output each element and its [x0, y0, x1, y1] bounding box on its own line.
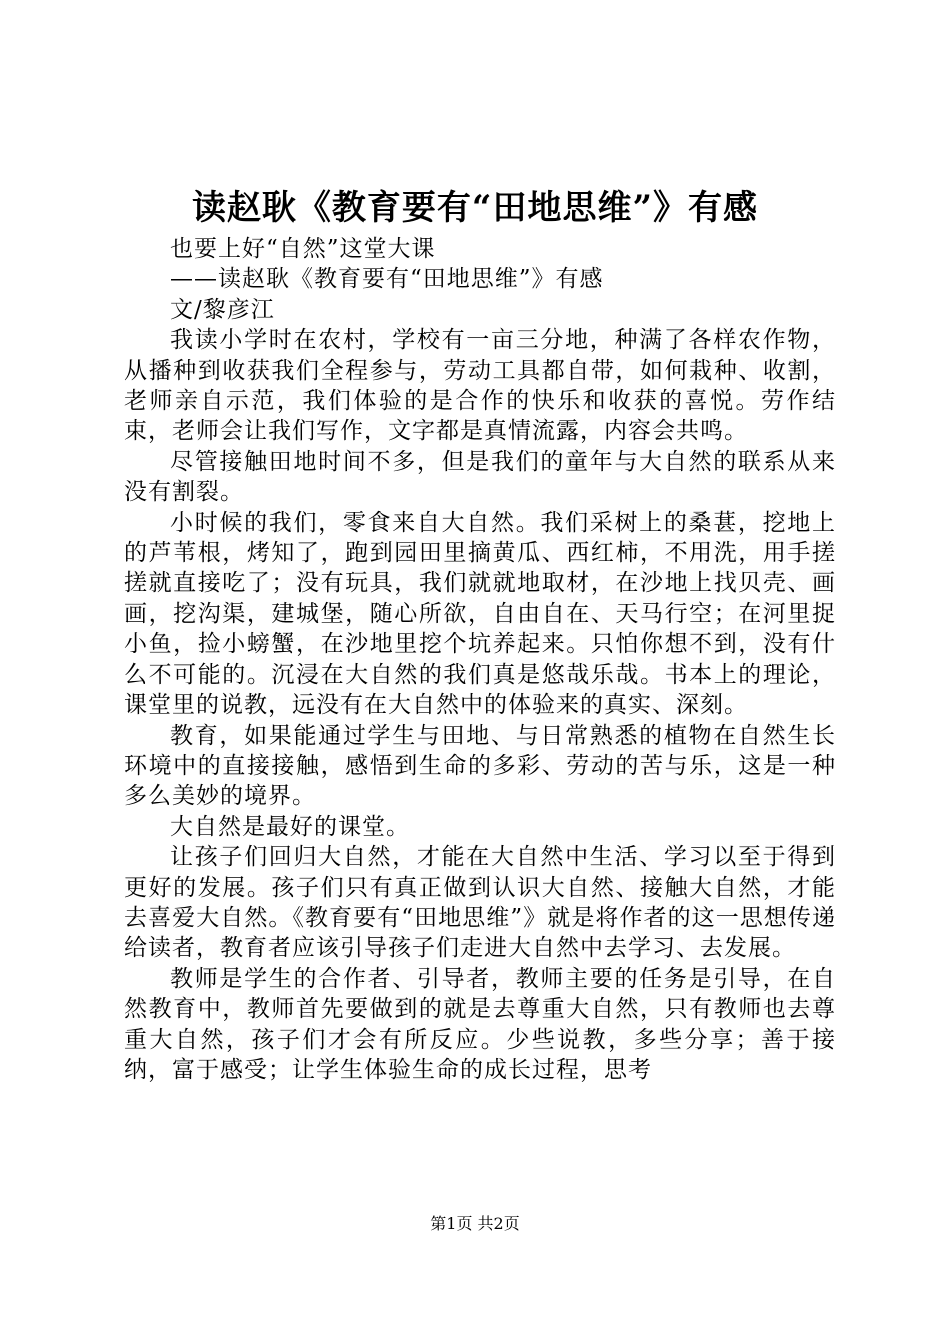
- paragraph: 尽管接触田地时间不多，但是我们的童年与大自然的联系从来没有割裂。: [124, 448, 836, 506]
- article-body: [124, 234, 836, 1085]
- subtitle: 也要上好“自然”这堂大课: [170, 236, 436, 262]
- author-line: 文/黎彦江: [170, 296, 275, 323]
- paragraph: 让孩子们回归大自然，才能在大自然中生活、学习以至于得到更好的发展。孩子们只有真正做到认识大自然、接触大自然，才能去喜爱大自然。《教育要有“田地思维”》就是将作者的这一思想传递给读者，教育者应该引导孩子们走进大自然中去学习、去发展。: [124, 844, 836, 962]
- paragraph: 教师是学生的合作者、引导者，教师主要的任务是引导，在自然教育中，教师首先要做到的就是去尊重大自然，只有教师也去尊重大自然，孩子们才会有所反应。少些说教，多些分享；善于接纳，富于感受；让学生体验生命的成长过程，思考: [124, 965, 836, 1083]
- paragraph: 大自然是最好的课堂。: [170, 813, 410, 840]
- subtitle-secondary: ——读赵耿《教育要有“田地思维”》有感: [170, 266, 604, 293]
- page-title: 读赵耿《教育要有“田地思维”》有感: [191, 188, 759, 228]
- paragraph: 教育，如果能通过学生与田地、与日常熟悉的植物在自然生长环境中的直接接触，感悟到生命的多彩、劳动的苦与乐，这是一种多么美妙的境界。: [124, 722, 836, 810]
- paragraph: 我读小学时在农村，学校有一亩三分地，种满了各样农作物，从播种到收获我们全程参与，劳动工具都自带，如何栽种、收割，老师亲自示范，我们体验的是合作的快乐和收获的喜悦。劳作结束，老师会让我们写作，文字都是真情流露，内容会共鸣。: [124, 327, 836, 445]
- page-footer: 第1页 共2页: [430, 1214, 520, 1233]
- paragraph: 小时候的我们，零食来自大自然。我们采树上的桑葚，挖地上的芦苇根，烤知了，跑到园田里摘黄瓜、西红柿，不用洗，用手搓搓就直接吃了；没有玩具，我们就就地取材，在沙地上找贝壳、画画，挖沟渠，建城堡，随心所欲，自由自在、天马行空；在河里捉小鱼，捡小螃蟹，在沙地里挖个坑养起来。只怕你想不到，没有什么不可能的。沉浸在大自然的我们真是悠哉乐哉。书本上的理论，课堂里的说教，远没有在大自然中的体验来的真实、深刻。: [124, 509, 836, 719]
